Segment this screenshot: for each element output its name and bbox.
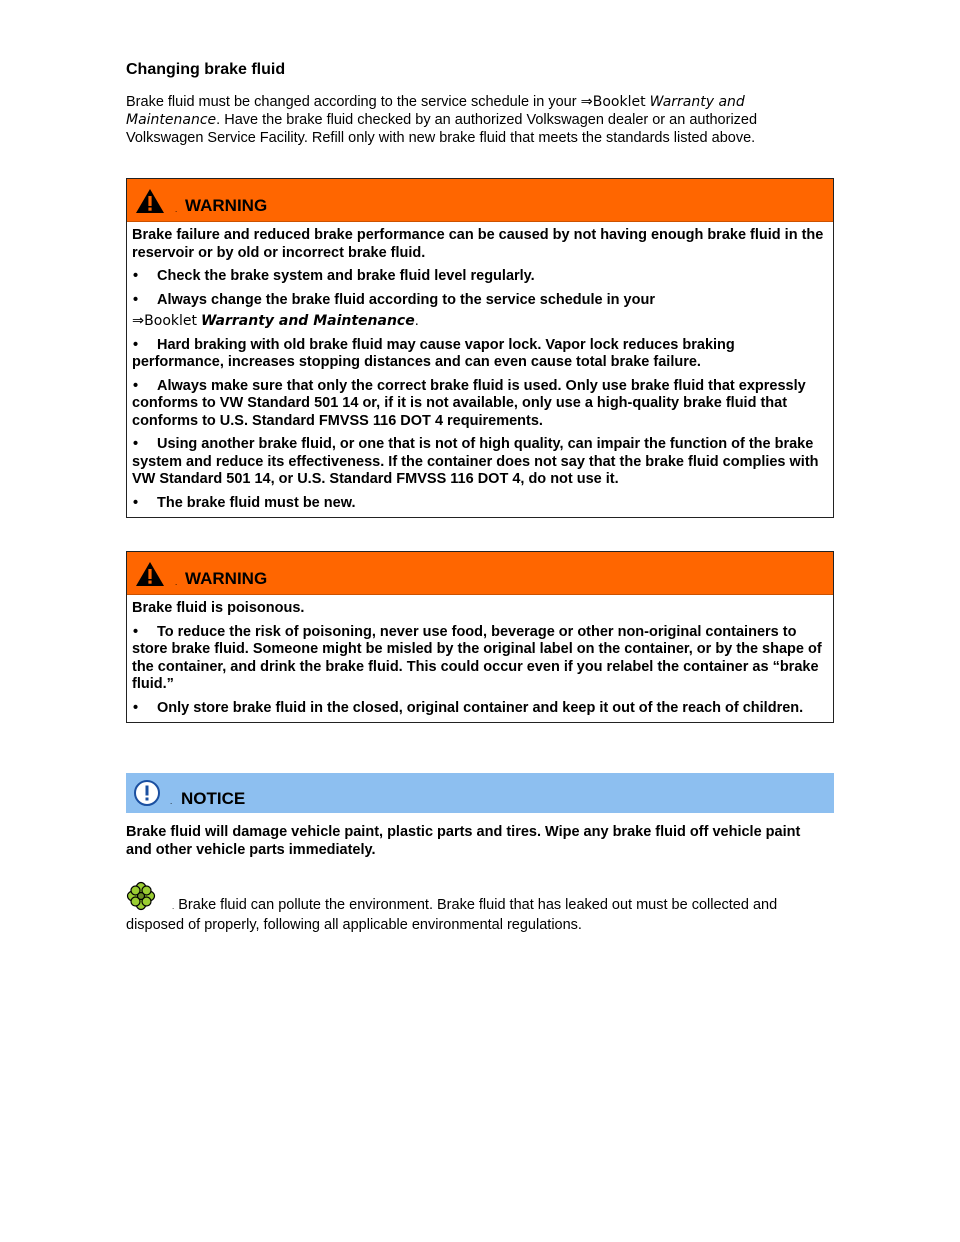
intro-paragraph (126, 93, 826, 147)
flower-environment-icon (126, 881, 156, 911)
reference-title-link[interactable]: Warranty and Maintenance (126, 94, 745, 128)
note-dot: . (172, 902, 175, 911)
intro-text-start: Brake fluid must be changed according to the service schedule in your (126, 94, 581, 110)
header-dot: . (170, 797, 173, 806)
warning-triangle-icon (135, 561, 165, 587)
environment-text: Brake fluid can pollute the environment. Brake fluid that has leaked out must be collected and disposed of properly, following all applicable environmental regulations. (126, 897, 778, 933)
list-item (132, 436, 828, 489)
reference-title-link[interactable]: Warranty and Maintenance (201, 313, 415, 329)
list-item (132, 268, 828, 286)
list-item-text: Always make sure that only the correct brake fluid is used. Only use brake fluid that expressly conforms to VW Standard 501 14 or, if it is not available, only use a high-quality brake fluid that conforms to U.S. Standard FMVSS 116 DOT 4 requirements. (132, 377, 806, 429)
bullet-icon: • (133, 336, 139, 353)
list-item-text: Using another brake fluid, or one that is not of high quality, can impair the function of the brake system and reduce its effectiveness. If the container does not say that the brake fluid complies with VW Standard 501 14, or U.S. Standard FMVSS 116 DOT 4, do not use it. (132, 436, 819, 487)
warning-header (127, 552, 833, 595)
notice-title: NOTICE (181, 789, 246, 808)
reference-word: Booklet (592, 94, 646, 110)
list-item (132, 700, 828, 718)
bullet-icon: • (133, 494, 139, 511)
list-item (132, 292, 828, 310)
exclamation-circle-icon (133, 779, 161, 807)
list-item-text: Hard braking with old brake fluid may cause vapor lock. Vapor lock reduces braking performance, increases stopping distances and can even cause total brake failure. (132, 336, 735, 370)
list-item-text: Only store brake fluid in the closed, original container and keep it out of the reach of children. (157, 699, 804, 716)
header-dot: . (175, 205, 178, 214)
bullet-icon: • (133, 436, 139, 452)
warning-box-brake-failure (126, 178, 834, 518)
reference-word: Booklet (144, 313, 197, 329)
list-item-text: Always change the brake fluid according to the service schedule in your (157, 291, 655, 308)
warning-title: WARNING (185, 196, 268, 215)
warning-header (127, 179, 833, 222)
environment-note (126, 881, 831, 934)
list-item (132, 624, 828, 694)
warning-box-poisonous (126, 551, 834, 723)
bullet-icon: • (133, 699, 139, 716)
warning-body (127, 595, 833, 722)
bullet-icon: • (133, 291, 139, 308)
reference-line (132, 313, 828, 331)
notice-text: Brake fluid will damage vehicle paint, plastic parts and tires. Wipe any brake fluid off vehicle paint and other vehicle parts immediately. (126, 824, 801, 858)
intro-text-end: . Have the brake fluid checked by an authorized Volkswagen dealer or an authorized Volkswagen Service Facility. Refill only with new brake fluid that meets the standards listed above. (126, 112, 758, 146)
section-heading: Changing brake fluid (126, 61, 286, 78)
list-item-text: The brake fluid must be new. (157, 494, 356, 511)
warning-triangle-icon (135, 188, 165, 214)
bullet-icon: • (133, 268, 139, 284)
reference-arrow-icon: ⇒ (580, 94, 593, 110)
list-item-text: To reduce the risk of poisoning, never use food, beverage or other non-original containers to store brake fluid. Someone might be misled by the original label on the container, or by the shape of the container, and drink the brake fluid. This could occur even if you relabel the container as “brake fluid.” (132, 623, 822, 692)
reference-end: . (414, 313, 419, 329)
list-item-text: Check the brake system and brake fluid level regularly. (157, 268, 535, 284)
list-item (132, 378, 828, 431)
bullet-icon: • (133, 623, 139, 640)
warning-lead: Brake failure and reduced brake performance can be caused by not having enough brake fluid in the reservoir or by old or incorrect brake fluid. (132, 227, 824, 261)
list-item (132, 337, 828, 372)
warning-lead: Brake fluid is poisonous. (132, 600, 305, 616)
environment-paragraph (126, 881, 831, 934)
reference-arrow-icon: ⇒ (132, 313, 145, 329)
warning-title: WARNING (185, 569, 268, 588)
header-dot: . (175, 578, 178, 587)
bullet-icon: • (133, 377, 139, 394)
warning-body (127, 222, 833, 517)
notice-header (126, 773, 834, 813)
list-item (132, 495, 828, 513)
